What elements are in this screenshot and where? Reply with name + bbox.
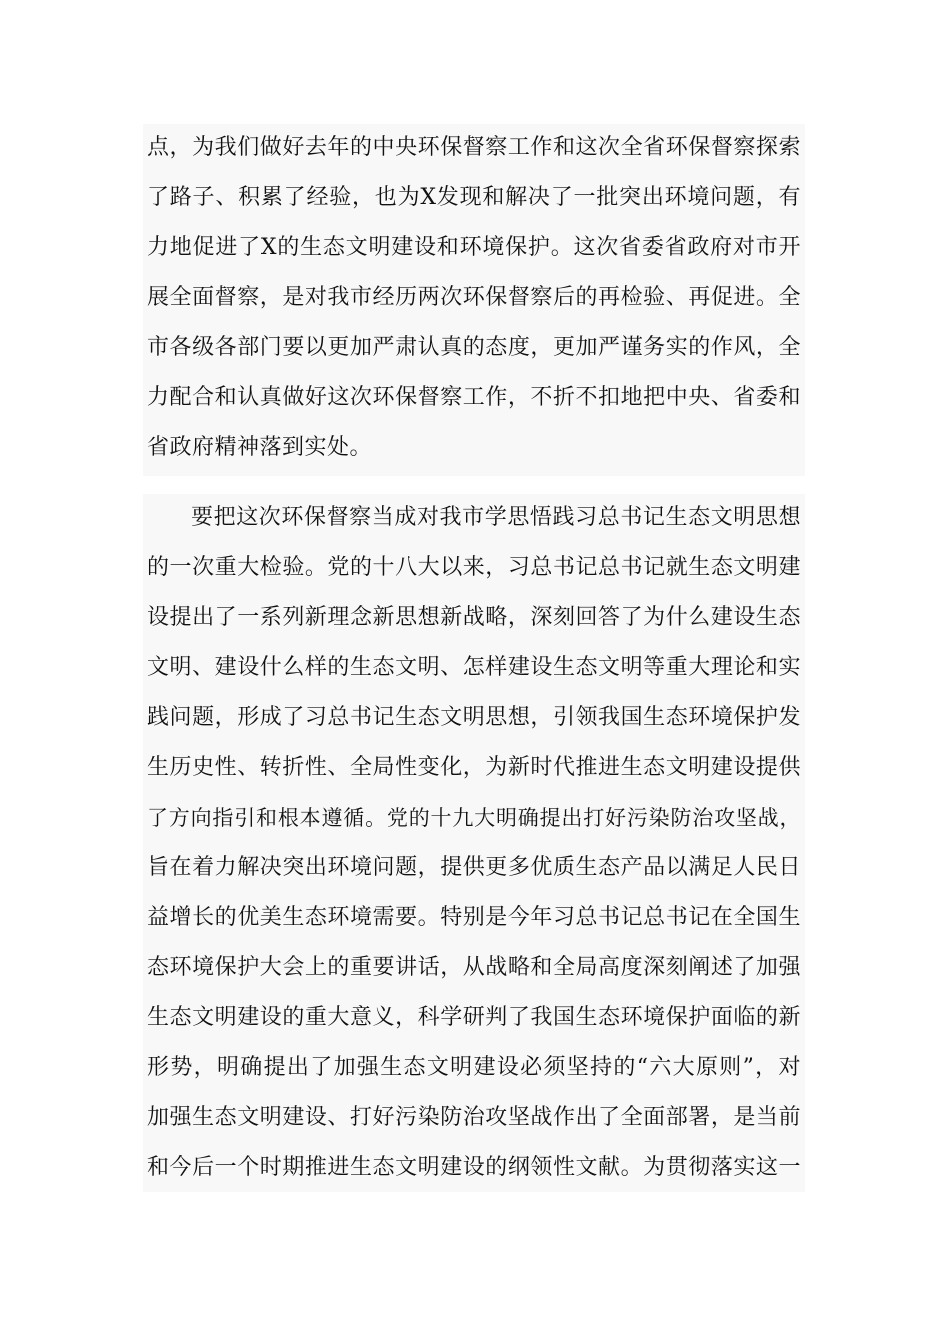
text-line: 了方向指引和根本遵循。党的十九大明确提出打好污染防治攻坚战， [147,806,801,830]
text-line: 生态文明建设的重大意义，科学研判了我国生态环境保护面临的新 [147,1005,801,1030]
text-line: 生历史性、转折性、全局性变化，为新时代推进生态文明建设提供 [147,755,801,780]
text-line: 益增长的优美生态环境需要。特别是今年习总书记总书记在全国生 [147,905,801,930]
text-line: 要把这次环保督察当成对我市学思悟践习总书记生态文明思想 [191,505,801,530]
text-line: 文明、建设什么样的生态文明、怎样建设生态文明等重大理论和实 [147,655,801,680]
text-line: 设提出了一系列新理念新思想新战略，深刻回答了为什么建设生态 [147,605,801,630]
text-line: 市各级各部门要以更加严肃认真的态度，更加严谨务实的作风，全 [147,335,801,360]
text-line: 的一次重大检验。党的十八大以来，习总书记总书记就生态文明建 [147,555,801,580]
text-line: 省政府精神落到实处。 [147,435,373,460]
text-line: 了路子、积累了经验，也为X发现和解决了一批突出环境问题，有 [147,185,801,210]
paragraph-2 [143,494,805,1192]
text-line: 态环境保护大会上的重要讲话，从战略和全局高度深刻阐述了加强 [147,955,801,980]
text-line: 践问题，形成了习总书记生态文明思想，引领我国生态环境保护发 [147,705,801,730]
text-line: 和今后一个时期推进生态文明建设的纲领性文献。为贯彻落实这一 [147,1155,801,1180]
text-line: 加强生态文明建设、打好污染防治攻坚战作出了全面部署，是当前 [147,1105,801,1130]
text-line: 展全面督察，是对我市经历两次环保督察后的再检验、再促进。全 [147,285,801,310]
text-line: 形势，明确提出了加强生态文明建设必须坚持的“六大原则”，对 [147,1055,801,1080]
text-line: 力配合和认真做好这次环保督察工作，不折不扣地把中央、省委和 [147,385,801,410]
paragraph-1 [143,124,805,476]
text-line: 旨在着力解决突出环境问题，提供更多优质生态产品以满足人民日 [147,855,801,880]
text-line: 力地促进了X的生态文明建设和环境保护。这次省委省政府对市开 [147,235,801,260]
text-line: 点，为我们做好去年的中央环保督察工作和这次全省环保督察探索 [147,135,801,160]
